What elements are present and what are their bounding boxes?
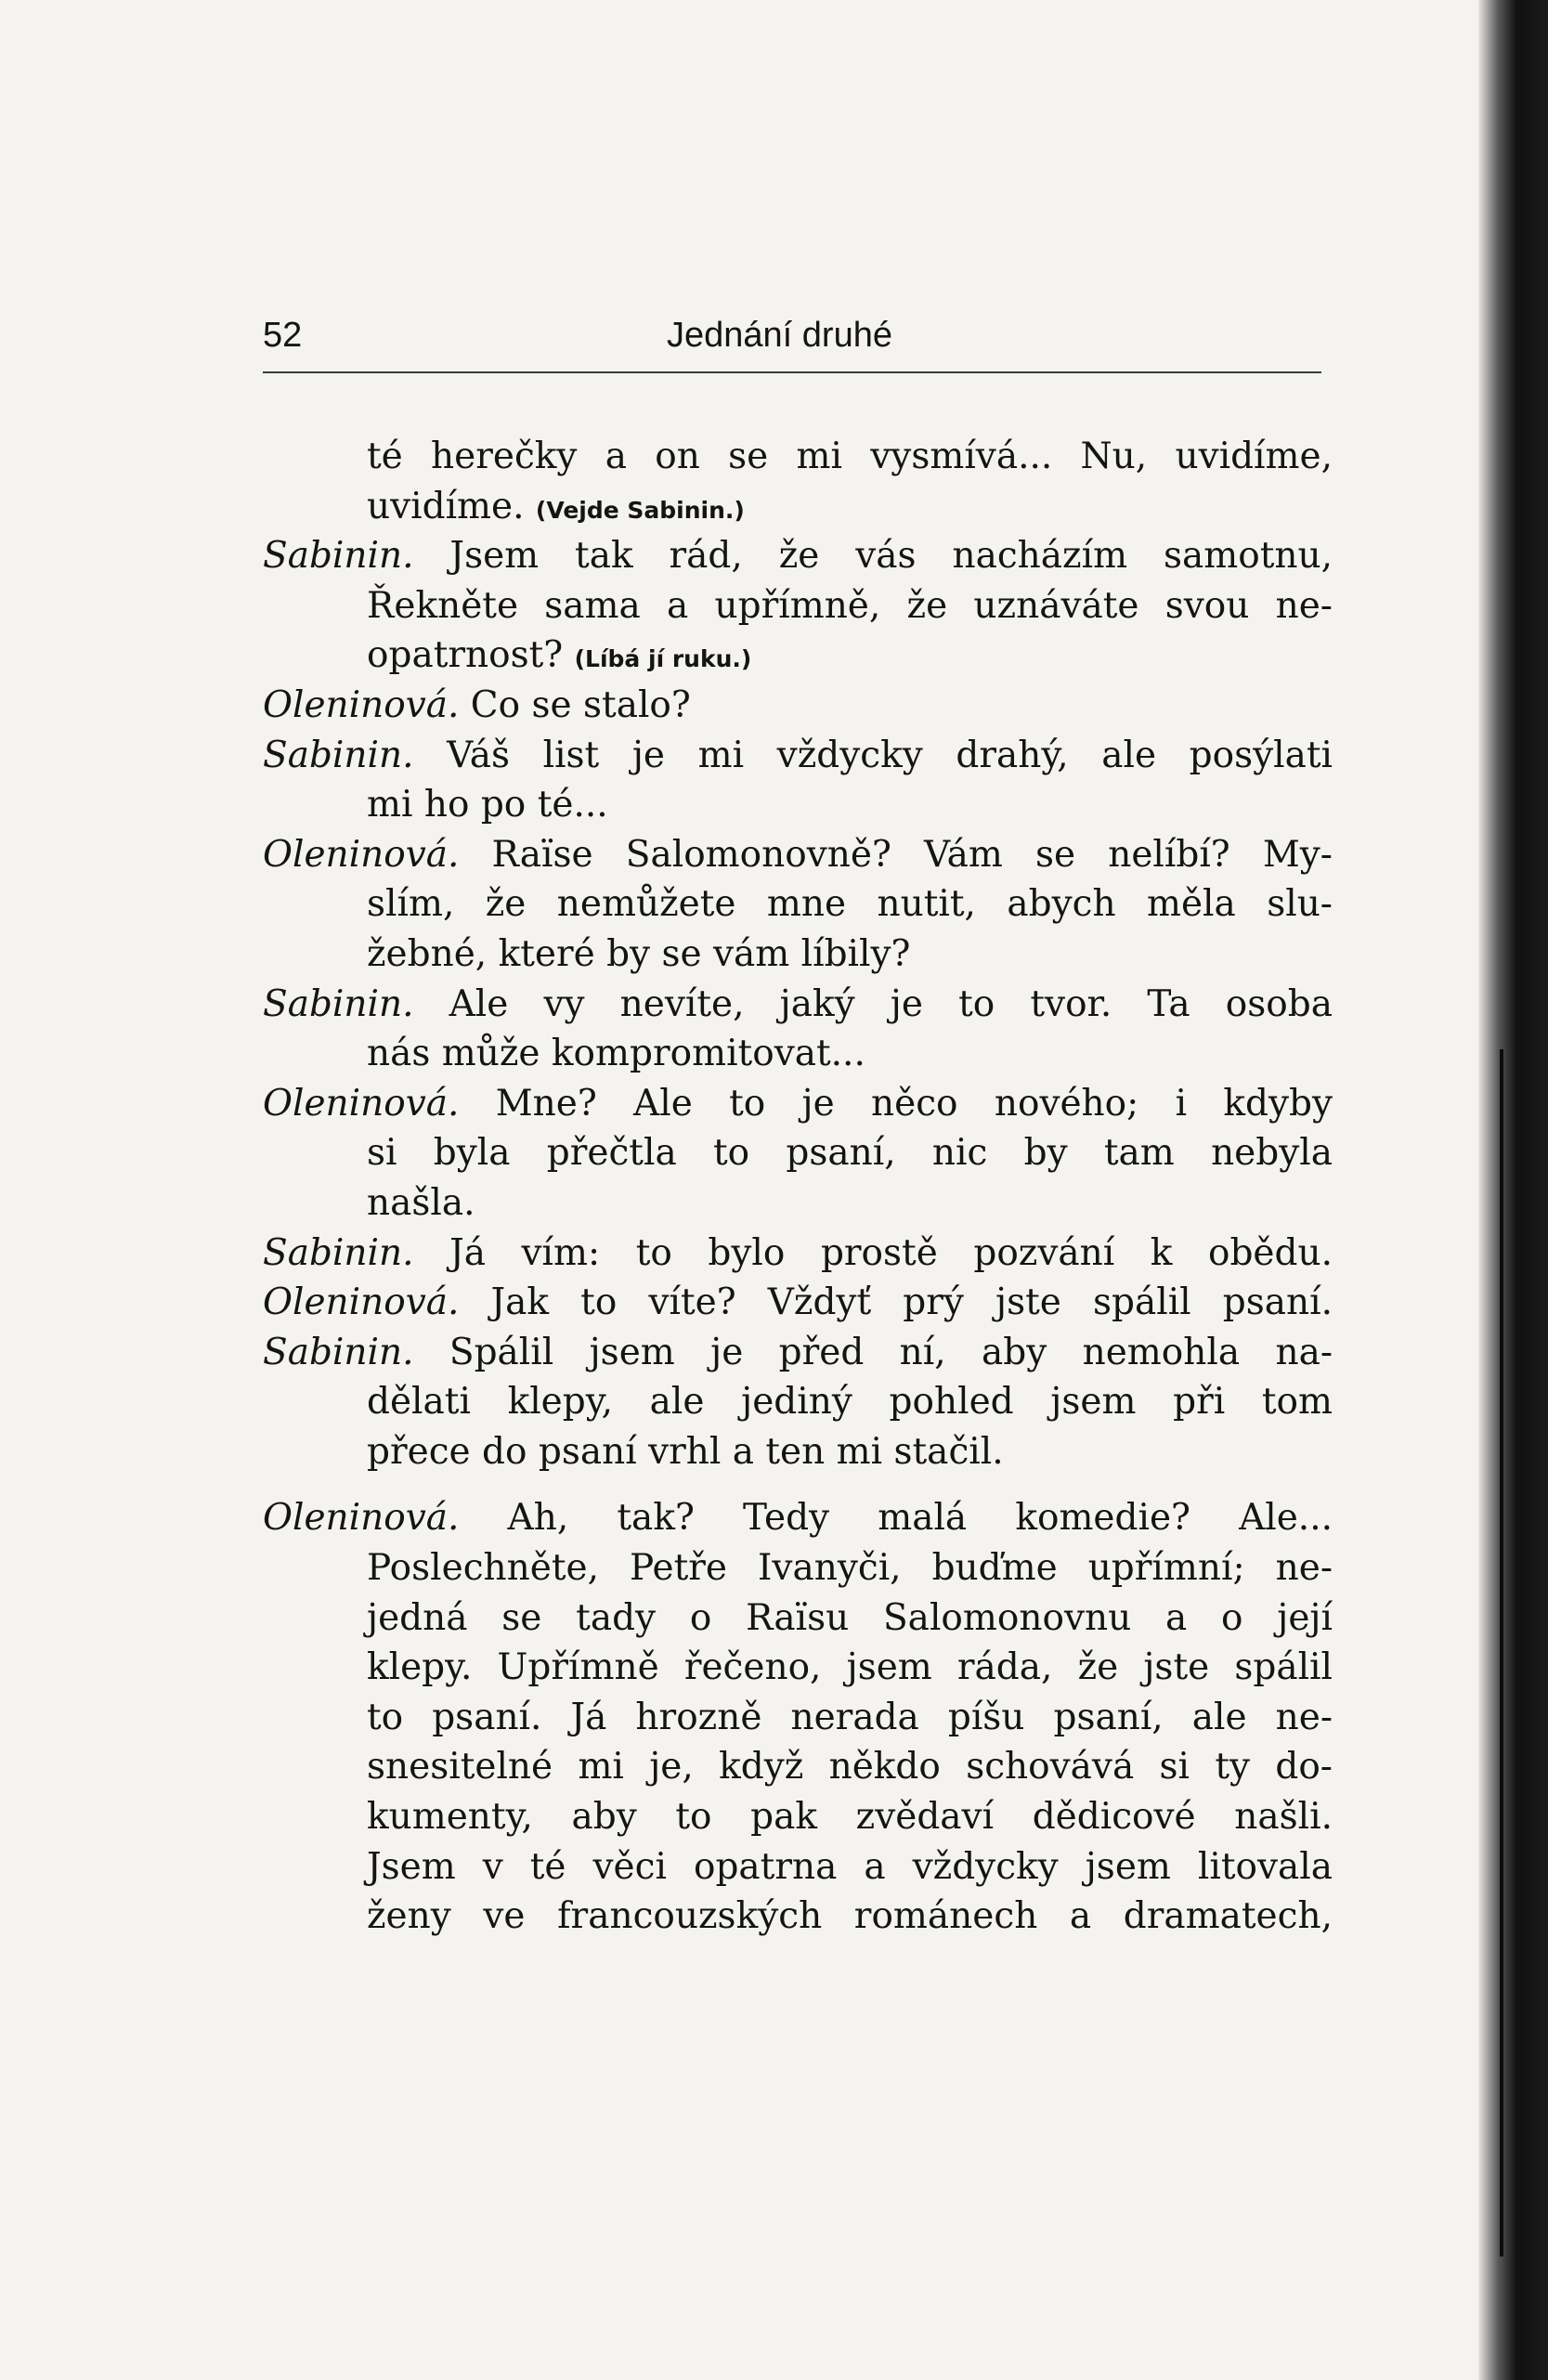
- line-text: Já vím: to bylo prostě pozvání k obědu.: [413, 1231, 1333, 1274]
- speaker-name: Oleninová.: [263, 1082, 460, 1125]
- line-text: jedná se tady o Raïsu Salomonovnu a o její: [367, 1596, 1333, 1639]
- line-text: našla.: [367, 1181, 475, 1224]
- page-number: 52: [263, 316, 303, 355]
- text-line: [263, 531, 1333, 581]
- text-line: [263, 830, 1333, 880]
- speaker-name: Oleninová.: [263, 1281, 460, 1324]
- text-line: [263, 1693, 1333, 1743]
- text-line: [263, 482, 1333, 532]
- line-text: uvidíme.: [367, 485, 536, 527]
- speaker-name: Oleninová.: [263, 1497, 460, 1540]
- text-line: [263, 731, 1333, 781]
- text-line: [263, 631, 1333, 681]
- line-text: Řekněte sama a upřímně, že uznáváte svou ne-: [367, 584, 1333, 627]
- binding-line: [1500, 1049, 1503, 2256]
- line-text: Ale vy nevíte, jaký je to tvor. Ta osoba: [413, 982, 1333, 1025]
- line-text: Jsem v té věci opatrna a vždycky jsem litovala: [367, 1845, 1333, 1888]
- line-text: žebné, které by se vám líbily?: [367, 932, 911, 975]
- line-text: Spálil jsem je před ní, aby nemohla na-: [413, 1331, 1333, 1373]
- text-line: [263, 581, 1333, 631]
- text-line: [263, 1178, 1333, 1229]
- text-line: [263, 1792, 1333, 1842]
- line-text: Jak to víte? Vždyť prý jste spálil psaní.: [459, 1281, 1333, 1324]
- text-line: [263, 930, 1333, 980]
- text-line: [263, 1427, 1333, 1477]
- speaker-name: Sabinin.: [263, 535, 414, 578]
- line-text: Co se stalo?: [459, 683, 691, 726]
- line-text: přece do psaní vrhl a ten mi stačil.: [367, 1430, 1004, 1473]
- running-head: Jednání druhé: [667, 316, 892, 355]
- speaker-name: Sabinin.: [263, 1231, 414, 1274]
- line-text: Váš list je mi vždycky drahý, ale posýlati: [413, 734, 1333, 776]
- paragraph-gap: [263, 1476, 1333, 1493]
- text-line: [263, 1278, 1333, 1328]
- text-line: [263, 879, 1333, 930]
- speaker-name: Sabinin.: [263, 982, 414, 1025]
- text-line: [263, 1842, 1333, 1892]
- text-line: [263, 1493, 1333, 1543]
- speaker-name: Sabinin.: [263, 734, 414, 776]
- binding-edge: [1478, 0, 1548, 2380]
- text-line: [263, 1229, 1333, 1279]
- line-text: snesitelné mi je, když někdo schovává si ty do-: [367, 1746, 1333, 1788]
- line-text: Jsem tak rád, že vás nacházím samotnu,: [413, 535, 1333, 578]
- text-line: [263, 1742, 1333, 1792]
- line-text: opatrnost?: [367, 634, 575, 677]
- text-line: [263, 780, 1333, 830]
- text-line: [263, 980, 1333, 1030]
- text-block: [263, 432, 1333, 1942]
- speaker-name: Oleninová.: [263, 833, 460, 876]
- text-line: [263, 432, 1333, 482]
- line-text: ženy ve francouzských románech a dramatech,: [367, 1895, 1333, 1938]
- text-line: [263, 1377, 1333, 1427]
- line-text: Poslechněte, Petře Ivanyči, buďme upřímní; ne-: [367, 1547, 1333, 1590]
- stage-direction: (Líbá jí ruku.): [574, 645, 752, 673]
- text-line: [263, 681, 1333, 731]
- text-line: [263, 1593, 1333, 1644]
- line-text: slím, že nemůžete mne nutit, abych měla slu-: [367, 883, 1333, 926]
- page-header: [263, 316, 1321, 373]
- text-line: [263, 1328, 1333, 1378]
- text-line: [263, 1029, 1333, 1079]
- line-text: kumenty, aby to pak zvědaví dědicové našli.: [367, 1796, 1333, 1839]
- line-text: si byla přečtla to psaní, nic by tam nebyla: [367, 1132, 1333, 1175]
- line-text: dělati klepy, ale jediný pohled jsem při tom: [367, 1381, 1333, 1424]
- speaker-name: Oleninová.: [263, 683, 460, 726]
- line-text: Mne? Ale to je něco nového; i kdyby: [459, 1082, 1333, 1125]
- line-text: té herečky a on se mi vysmívá... Nu, uvidíme,: [367, 436, 1333, 477]
- text-line: [263, 1128, 1333, 1178]
- text-line: [263, 1543, 1333, 1593]
- line-text: Raïse Salomonovně? Vám se nelíbí? My-: [459, 833, 1333, 876]
- speaker-name: Sabinin.: [263, 1331, 414, 1373]
- line-text: to psaní. Já hrozně nerada píšu psaní, ale ne-: [367, 1696, 1333, 1738]
- line-text: mi ho po té...: [367, 784, 608, 826]
- text-line: [263, 1892, 1333, 1942]
- text-line: [263, 1079, 1333, 1129]
- text-line: [263, 1643, 1333, 1693]
- stage-direction: (Vejde Sabinin.): [535, 496, 745, 524]
- line-text: nás může kompromitovat...: [367, 1033, 865, 1075]
- line-text: klepy. Upřímně řečeno, jsem ráda, že jste spálil: [367, 1646, 1333, 1689]
- line-text: Ah, tak? Tedy malá komedie? Ale...: [459, 1497, 1333, 1540]
